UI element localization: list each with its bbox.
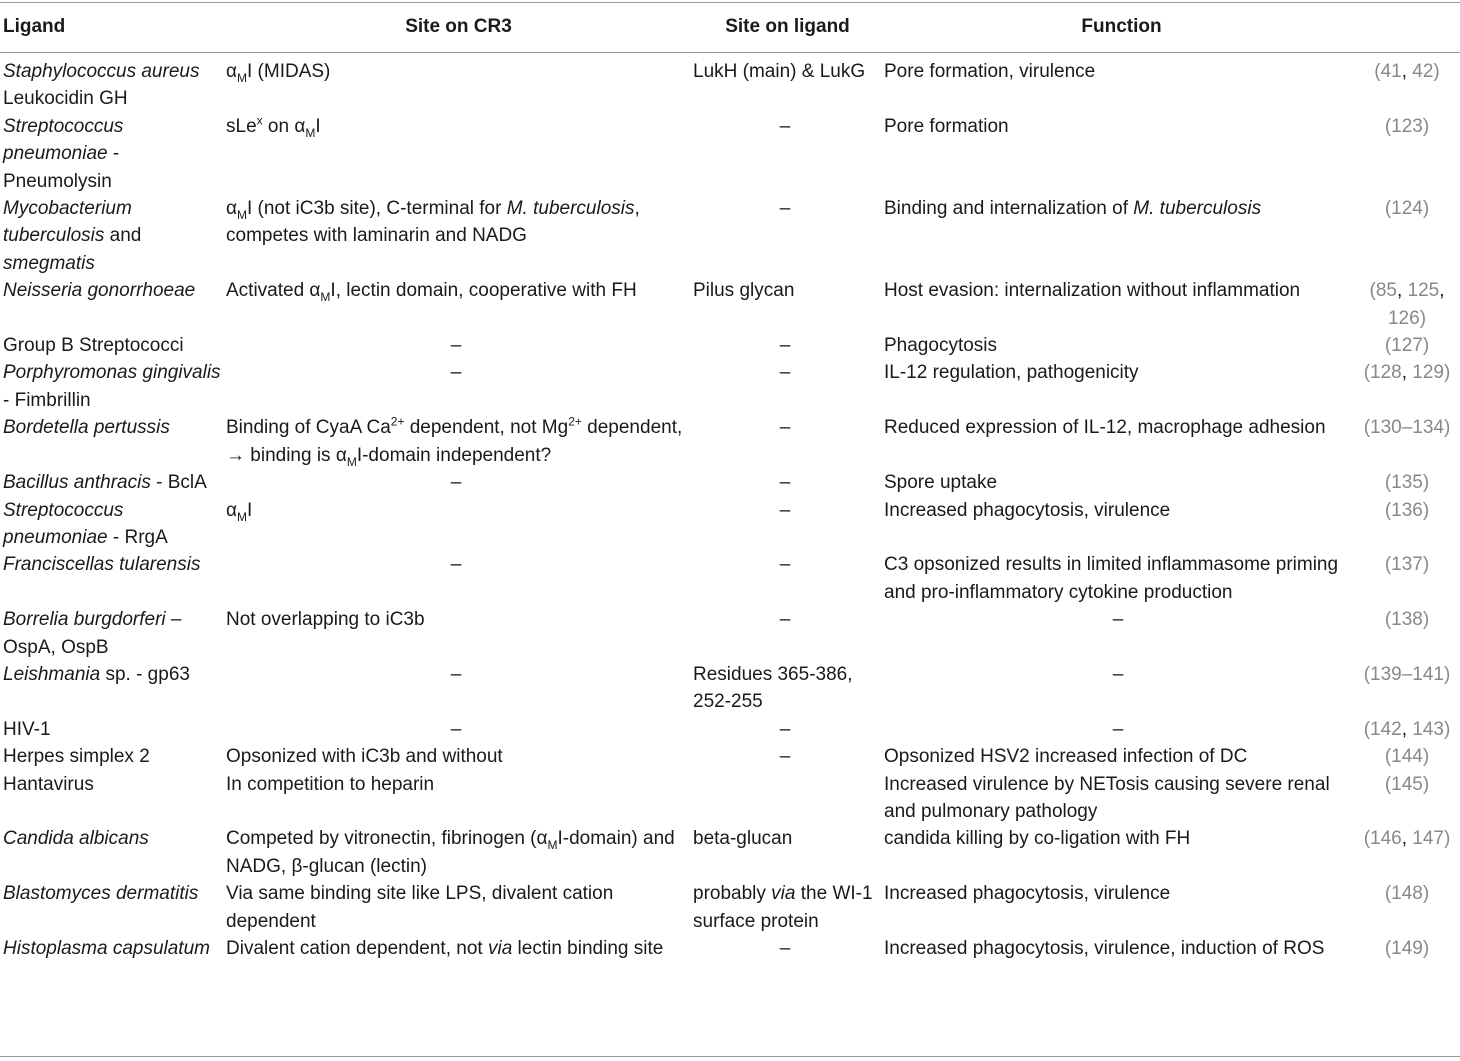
cell-refs: (144)	[1384, 746, 1430, 768]
cell-function: Reduced expression of IL-12, macrophage adhesion	[884, 417, 1326, 439]
table-row	[0, 716, 1460, 743]
cell-site-ligand: –	[779, 472, 791, 494]
cell-refs: (139–141)	[1363, 663, 1451, 685]
header-ligand: Ligand	[3, 16, 66, 37]
cell-function: Spore uptake	[884, 472, 998, 494]
header-site-cr3: Site on CR3	[405, 16, 512, 37]
cell-site-ligand: –	[779, 718, 791, 740]
cell-site-ligand: –	[779, 417, 791, 439]
reference-link[interactable]: 126	[1387, 307, 1420, 329]
cell-site-ligand: –	[779, 938, 791, 959]
cell-refs: (137)	[1384, 554, 1430, 576]
table-row	[0, 50, 1460, 113]
cell-site-cr3: Activated $\alpha_MI$, lectin domain, cooperative with FH	[226, 280, 637, 305]
cell-ligand: Leishmania sp. - gp63	[3, 663, 190, 685]
top-rule	[0, 2, 1460, 3]
header-refs	[1360, 4, 1460, 50]
reference-link[interactable]: 85	[1375, 280, 1397, 302]
cell-site-cr3: Competed by vitronectin, fibrinogen $(\alpha_MI-domain)$ and NADG, β-glucan (lectin)	[226, 828, 675, 877]
cell-site-ligand: –	[779, 746, 791, 768]
cell-site-ligand: –	[779, 115, 791, 137]
cell-refs: (135)	[1384, 472, 1430, 494]
cell-site-ligand	[692, 771, 883, 826]
reference-link[interactable]: 125	[1407, 280, 1440, 302]
cell-function: Pore formation	[884, 115, 1009, 137]
cell-site-ligand: –	[779, 609, 791, 631]
cell-refs: (124)	[1384, 198, 1430, 220]
reference-link[interactable]: 137	[1391, 554, 1423, 576]
cell-site-cr3: –	[450, 718, 462, 740]
table-row	[0, 359, 1460, 414]
cell-site-ligand: –	[779, 362, 791, 384]
header-site-ligand: Site on ligand	[725, 16, 850, 37]
reference-link[interactable]: 41	[1380, 61, 1402, 82]
cell-function: Opsonized HSV2 increased infection of DC	[884, 746, 1248, 768]
reference-link[interactable]: 127	[1391, 335, 1423, 357]
cell-site-cr3: Binding of CyaA $Ca^{2+}$ dependent, not $Mg^{2+}$ dependent, → binding is $\alpha_MI$-domain independent?	[226, 414, 683, 469]
cell-site-ligand: LukH (main) & LukG	[693, 61, 866, 82]
cell-site-cr3: Divalent cation dependent, not via lectin binding site	[226, 938, 664, 959]
cell-refs: (41, 42)	[1374, 61, 1440, 82]
cell-site-cr3: –	[450, 472, 462, 494]
cell-site-cr3: $\alpha_MI$ (MIDAS)	[226, 61, 331, 85]
cell-ligand: Blastomyces dermatitis	[3, 883, 199, 905]
reference-link[interactable]: 146	[1370, 828, 1402, 850]
cell-site-ligand: Pilus glycan	[693, 280, 795, 302]
cell-site-cr3: Not overlapping to iC3b	[226, 609, 425, 631]
cell-ligand: Herpes simplex 2	[3, 746, 150, 768]
cell-refs: (149)	[1384, 938, 1430, 959]
cell-refs: (145)	[1384, 773, 1430, 795]
cell-ligand: Streptococcus pneumoniae - RrgA	[3, 499, 168, 548]
cell-function: candida killing by co-ligation with FH	[884, 828, 1191, 850]
cell-site-ligand: beta-glucan	[693, 828, 793, 850]
reference-link[interactable]: 149	[1391, 938, 1423, 959]
cell-site-cr3: sLe$^x$ on $\alpha_MI$	[226, 113, 321, 140]
table-row	[0, 414, 1460, 469]
cell-refs: (148)	[1384, 883, 1430, 905]
cell-site-cr3: $\alpha_MI$ (not iC3b site), C-terminal for M. tuberculosis, competes with laminarin and NADG	[226, 198, 640, 247]
cell-ligand: Neisseria gonorrhoeae	[3, 280, 196, 302]
reference-link[interactable]: 123	[1391, 115, 1423, 137]
cell-ligand: Streptococcus pneumoniae - Pneumolysin	[3, 115, 124, 192]
table-row	[0, 277, 1460, 332]
table-row	[0, 195, 1460, 277]
cell-refs: (138)	[1384, 609, 1430, 631]
cell-function: Host evasion: internalization without inflammation	[884, 280, 1301, 302]
reference-link[interactable]: 144	[1391, 746, 1423, 768]
cell-function: –	[1112, 609, 1124, 631]
table-row	[0, 606, 1460, 661]
cell-site-ligand: –	[779, 198, 791, 220]
cell-function: Pore formation, virulence	[884, 61, 1096, 82]
cell-function: –	[1112, 718, 1124, 740]
reference-link[interactable]: 130–134	[1370, 417, 1444, 439]
reference-link[interactable]: 142	[1370, 718, 1402, 740]
table-row	[0, 113, 1460, 195]
cell-site-cr3: Opsonized with iC3b and without	[226, 746, 503, 768]
table-row	[0, 661, 1460, 716]
cell-refs: (136)	[1384, 499, 1430, 521]
cell-function: Increased virulence by NETosis causing severe renal and pulmonary pathology	[884, 773, 1330, 822]
cell-ligand: Staphylococcus aureus Leukocidin GH	[3, 61, 200, 110]
cell-ligand: HIV-1	[3, 718, 51, 740]
reference-link[interactable]: 138	[1391, 609, 1423, 631]
header-function: Function	[1081, 16, 1162, 37]
cell-function: Increased phagocytosis, virulence	[884, 499, 1171, 521]
cell-site-ligand: probably via the WI-1 surface protein	[693, 883, 873, 932]
reference-link[interactable]: 145	[1391, 773, 1423, 795]
cell-function: –	[1112, 663, 1124, 685]
cell-refs: (130–134)	[1363, 417, 1451, 439]
cell-ligand: Bordetella pertussis	[3, 417, 170, 439]
cell-function: Increased phagocytosis, virulence, induction of ROS	[884, 938, 1325, 959]
cell-function: Increased phagocytosis, virulence	[884, 883, 1171, 905]
reference-link[interactable]: 42	[1412, 61, 1434, 82]
cell-site-ligand: Residues 365-386, 252-255	[693, 663, 853, 713]
reference-link[interactable]: 124	[1391, 198, 1423, 220]
reference-link[interactable]: 135	[1391, 472, 1423, 494]
table-row	[0, 743, 1460, 770]
cell-function: IL-12 regulation, pathogenicity	[884, 362, 1139, 384]
table-row	[0, 825, 1460, 880]
cell-refs: (142, 143)	[1363, 718, 1451, 740]
cell-ligand: Group B Streptococci	[3, 335, 184, 357]
cell-ligand: Franciscellas tularensis	[3, 554, 201, 576]
reference-link[interactable]: 139–141	[1370, 663, 1444, 685]
cell-site-cr3: Via same binding site like LPS, divalent cation dependent	[226, 883, 614, 932]
bottom-rule	[0, 1056, 1460, 1057]
cell-refs: (85, 125, 126)	[1369, 280, 1445, 329]
cell-site-cr3: –	[450, 663, 462, 685]
cell-site-ligand: –	[779, 335, 791, 357]
cell-refs: (123)	[1384, 115, 1430, 137]
cell-function: C3 opsonized results in limited inflammasome priming and pro-inflammatory cytokine production	[884, 554, 1339, 603]
cell-site-cr3: –	[450, 335, 462, 357]
table-row	[0, 497, 1460, 552]
cell-refs: (146, 147)	[1363, 828, 1451, 850]
cell-function: Phagocytosis	[884, 335, 998, 357]
reference-link[interactable]: 129	[1412, 362, 1444, 384]
cell-ligand: Candida albicans	[3, 828, 149, 850]
cell-ligand: Mycobacterium tuberculosis and smegmatis	[3, 198, 142, 274]
table-row	[0, 880, 1460, 935]
cell-ligand: Histoplasma capsulatum	[3, 938, 210, 959]
cell-refs: (127)	[1384, 335, 1430, 357]
table-row	[0, 551, 1460, 606]
header-row	[0, 4, 1460, 50]
cell-ligand: Hantavirus	[3, 773, 94, 795]
cell-ligand: Porphyromonas gingivalis - Fimbrillin	[3, 362, 221, 411]
cell-refs: (128, 129)	[1363, 362, 1451, 384]
reference-link[interactable]: 128	[1370, 362, 1402, 384]
cell-site-cr3: In competition to heparin	[226, 773, 435, 795]
cell-site-ligand: –	[779, 554, 791, 576]
data-table	[0, 4, 1460, 962]
table-row	[0, 332, 1460, 359]
table-row	[0, 469, 1460, 496]
cell-ligand: Borrelia burgdorferi – OspA, OspB	[3, 609, 182, 658]
table-body	[0, 50, 1460, 962]
cell-ligand: Bacillus anthracis - BclA	[3, 472, 207, 494]
reference-link[interactable]: 148	[1391, 883, 1423, 905]
cell-site-ligand: –	[779, 499, 791, 521]
cell-site-cr3: $\alpha_MI$	[226, 499, 253, 524]
cell-site-cr3: –	[450, 362, 462, 384]
cell-function: Binding and internalization of M. tuberculosis	[884, 198, 1262, 220]
reference-link[interactable]: 136	[1391, 499, 1423, 521]
reference-link[interactable]: 147	[1412, 828, 1444, 850]
table-row	[0, 771, 1460, 826]
cell-site-cr3: –	[450, 554, 462, 576]
reference-link[interactable]: 143	[1412, 718, 1444, 740]
table-row	[0, 935, 1460, 962]
